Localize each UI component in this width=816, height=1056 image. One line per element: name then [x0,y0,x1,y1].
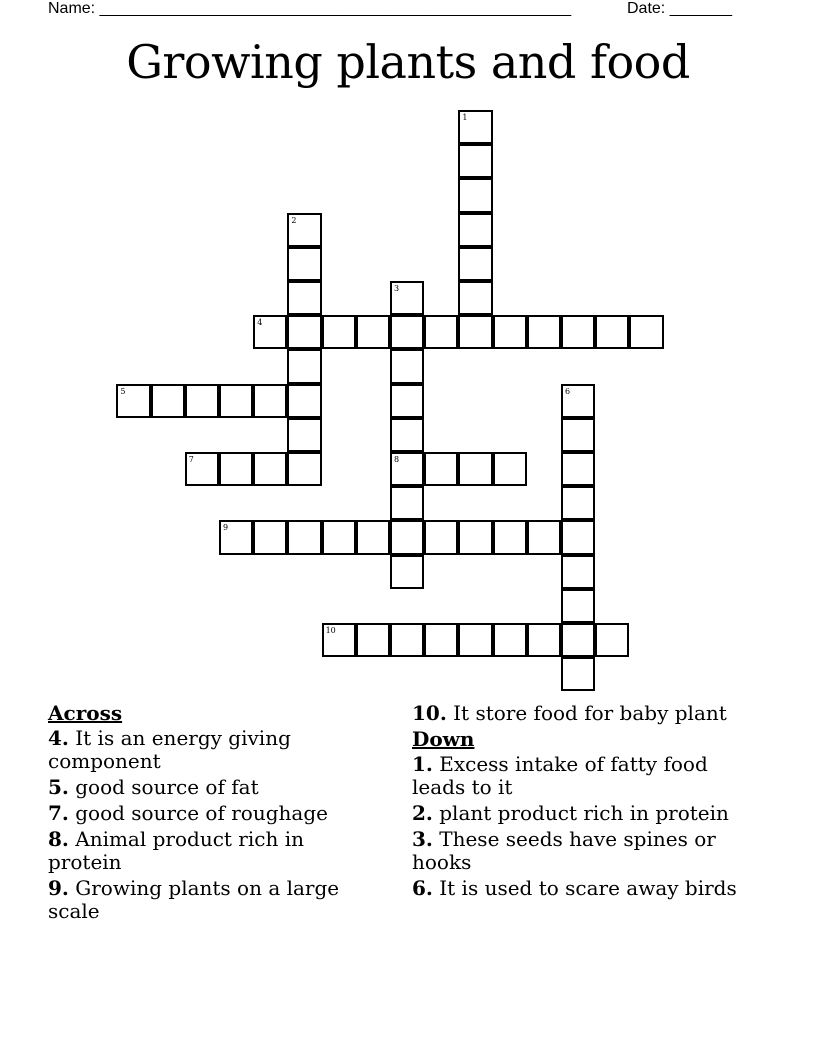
crossword-cell[interactable] [561,315,595,349]
crossword-cell[interactable] [116,384,150,418]
clue-text: These seeds have spines or hooks [412,827,716,874]
crossword-cell[interactable] [390,555,424,589]
clue-text: Excess intake of fatty food leads to it [412,752,708,799]
crossword-cell[interactable] [561,520,595,554]
cell-number: 8 [394,455,400,464]
crossword-cell[interactable] [561,657,595,691]
crossword-cell[interactable] [561,452,595,486]
crossword-cell[interactable] [493,520,527,554]
clue-across-9 [48,877,378,923]
clue-across-8 [48,828,378,874]
clue-down-6 [412,877,752,900]
crossword-cell[interactable] [595,623,629,657]
crossword-cell[interactable] [253,520,287,554]
crossword-cell[interactable] [287,418,321,452]
crossword-cell[interactable] [458,315,492,349]
cell-number: 10 [325,626,336,635]
date-field[interactable]: Date: _______ [627,0,732,17]
crossword-cell[interactable] [390,623,424,657]
cell-number: 9 [223,523,229,533]
cell-number: 3 [394,284,400,293]
clue-number: 9. [48,876,69,900]
crossword-cell[interactable] [424,452,458,486]
crossword-cell[interactable] [253,452,287,486]
crossword-cell[interactable] [458,623,492,657]
clue-text: Growing plants on a large scale [48,876,340,923]
crossword-cell[interactable] [253,384,287,418]
clue-text: It is an energy giving component [48,726,291,773]
crossword-cell[interactable] [493,623,527,657]
cell-number: 6 [565,386,571,396]
clue-down-3 [412,828,752,874]
crossword-cell[interactable] [287,520,321,554]
crossword-cell[interactable] [390,520,424,554]
crossword-cell[interactable] [219,452,253,486]
crossword-cell[interactable] [390,418,424,452]
crossword-cell[interactable] [595,315,629,349]
clue-down-2 [412,802,752,825]
crossword-cell[interactable] [287,281,321,315]
crossword-cell[interactable] [527,623,561,657]
clue-number: 1. [412,752,433,776]
cell-number: 1 [462,113,468,122]
name-field[interactable]: Name: _____________________________________________________ [48,0,572,17]
crossword-cell[interactable] [458,247,492,281]
clue-number: 6. [412,876,433,900]
crossword-cell[interactable] [151,384,185,418]
crossword-cell[interactable] [527,520,561,554]
crossword-cell[interactable] [322,315,356,349]
crossword-cell[interactable] [219,520,253,554]
crossword-cell[interactable] [561,486,595,520]
crossword-cell[interactable] [356,520,390,554]
clue-number: 7. [48,801,69,825]
crossword-cell[interactable] [424,623,458,657]
crossword-cell[interactable] [287,349,321,383]
crossword-cell[interactable] [561,555,595,589]
crossword-cell[interactable] [458,110,492,144]
clue-across-5 [48,776,378,799]
crossword-cell[interactable] [287,452,321,486]
crossword-cell[interactable] [390,486,424,520]
crossword-cell[interactable] [458,144,492,178]
crossword-cell[interactable] [424,520,458,554]
clue-text: plant product rich in protein [439,801,729,825]
clues-left-column [48,702,378,926]
crossword-cell[interactable] [185,384,219,418]
crossword-cell[interactable] [458,452,492,486]
crossword-cell[interactable] [390,384,424,418]
crossword-cell[interactable] [287,315,321,349]
clue-text: good source of roughage [75,801,328,825]
crossword-cell[interactable] [561,418,595,452]
clue-across-10 [412,702,752,725]
clue-text: It store food for baby plant [453,701,727,725]
crossword-cell[interactable] [287,247,321,281]
crossword-cell[interactable] [390,315,424,349]
clue-across-7 [48,802,378,825]
clue-number: 5. [48,775,69,799]
crossword-cell[interactable] [493,315,527,349]
crossword-cell[interactable] [629,315,663,349]
clue-number: 8. [48,827,69,851]
clue-text: good source of fat [75,775,259,799]
crossword-cell[interactable] [458,281,492,315]
clue-text: Animal product rich in protein [48,827,304,874]
crossword-cell[interactable] [390,349,424,383]
crossword-cell[interactable] [561,589,595,623]
page-title: Growing plants and food [126,35,690,89]
clue-across-4 [48,727,378,773]
crossword-cell[interactable] [253,315,287,349]
crossword-cell[interactable] [185,452,219,486]
crossword-cell[interactable] [458,520,492,554]
cell-number: 4 [257,318,263,328]
clue-number: 3. [412,827,433,851]
crossword-cell[interactable] [219,384,253,418]
crossword-cell[interactable] [390,281,424,315]
clue-number: 10. [412,701,447,725]
crossword-cell[interactable] [322,623,356,657]
clues-right-column [412,702,752,903]
crossword-cell[interactable] [390,452,424,486]
crossword-cell[interactable] [424,315,458,349]
across-heading: Across [48,701,123,725]
crossword-cell[interactable] [527,315,561,349]
crossword-cell[interactable] [561,384,595,418]
clue-number: 4. [48,726,69,750]
crossword-cell[interactable] [561,623,595,657]
crossword-cell[interactable] [356,623,390,657]
crossword-cell[interactable] [356,315,390,349]
crossword-cell[interactable] [287,384,321,418]
clue-text: It is used to scare away birds [439,876,737,900]
crossword-cell[interactable] [493,452,527,486]
crossword-cell[interactable] [458,178,492,212]
clue-down-1 [412,753,752,799]
clue-number: 2. [412,801,433,825]
cell-number: 2 [291,215,297,225]
cell-number: 5 [120,386,126,396]
crossword-cell[interactable] [322,520,356,554]
cell-number: 7 [188,455,194,464]
down-heading: Down [412,727,475,751]
crossword-cell[interactable] [287,213,321,247]
crossword-cell[interactable] [458,213,492,247]
